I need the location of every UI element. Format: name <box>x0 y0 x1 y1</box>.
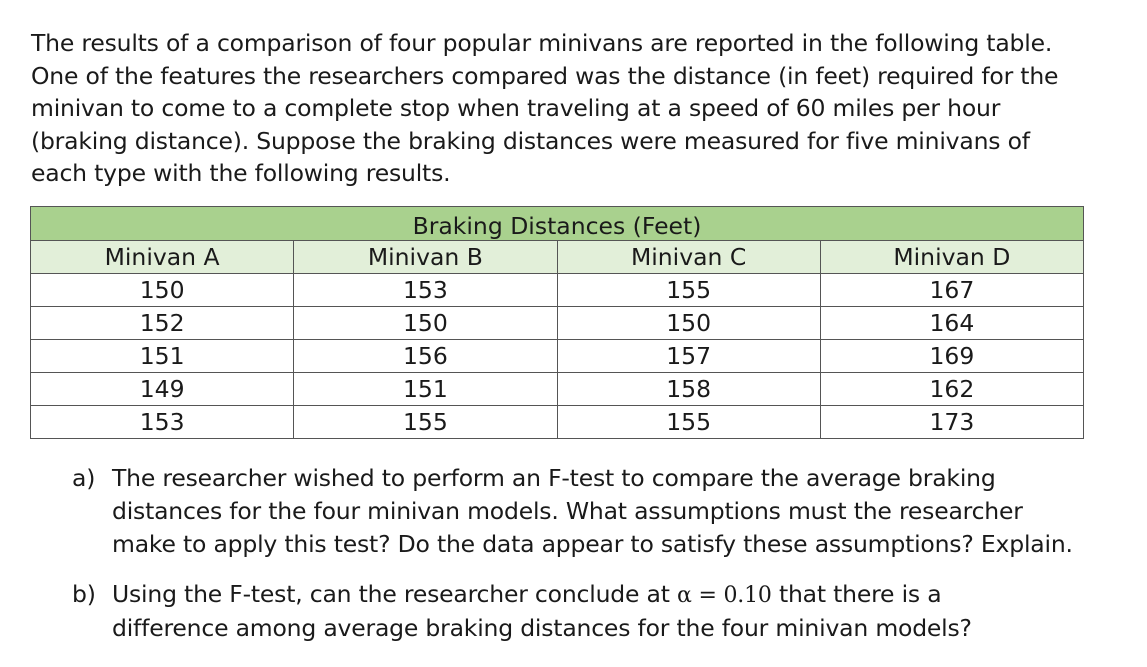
question-label: b) <box>72 580 96 608</box>
table-cell: 150 <box>31 274 294 307</box>
table-cell: 151 <box>294 373 557 406</box>
table-cell: 152 <box>31 307 294 340</box>
column-header: Minivan B <box>294 241 557 274</box>
table-title-text: Braking Distances (Feet) <box>412 211 702 240</box>
table-row <box>31 274 1084 307</box>
table-cell: 162 <box>820 373 1083 406</box>
table-cell: 155 <box>557 274 820 307</box>
table-row <box>31 373 1084 406</box>
table-cell: 157 <box>557 340 820 373</box>
table-cell: 151 <box>31 340 294 373</box>
alpha-expression: α = 0.10 <box>677 583 772 608</box>
question-b <box>72 578 1132 645</box>
question-line <box>112 578 1132 612</box>
table-row <box>31 307 1084 340</box>
question-a <box>72 462 1132 561</box>
question-list <box>72 462 1132 645</box>
question-label: a) <box>72 464 96 492</box>
intro-paragraph <box>31 27 1131 190</box>
column-header: Minivan C <box>557 241 820 274</box>
table-title <box>31 207 1084 241</box>
table-cell: 173 <box>820 406 1083 439</box>
table-cell: 149 <box>31 373 294 406</box>
table-cell: 169 <box>820 340 1083 373</box>
table-header-row <box>31 241 1084 274</box>
question-text: Using the F-test, can the researcher conclude at <box>112 580 677 608</box>
question-line: distances for the four minivan models. What assumptions must the researcher <box>112 497 1023 525</box>
question-line: make to apply this test? Do the data appear to satisfy these assumptions? Explain. <box>112 530 1073 558</box>
intro-line: each type with the following results. <box>31 159 451 187</box>
question-text: that there is a <box>771 580 942 608</box>
intro-line: (braking distance). Suppose the braking distances were measured for five minivans of <box>31 126 1030 155</box>
table-cell: 158 <box>557 373 820 406</box>
braking-distance-table <box>30 206 1084 439</box>
column-header: Minivan D <box>820 241 1083 274</box>
table-cell: 150 <box>557 307 820 340</box>
intro-line: The results of a comparison of four popular minivans are reported in the following table. <box>31 29 1053 57</box>
table-title-row <box>31 207 1084 241</box>
table-row <box>31 340 1084 373</box>
table-cell: 155 <box>557 406 820 439</box>
question-line: difference among average braking distances for the four minivan models? <box>112 614 972 642</box>
intro-line: minivan to come to a complete stop when traveling at a speed of 60 miles per hour <box>31 94 1001 122</box>
column-header: Minivan A <box>31 241 294 274</box>
table-cell: 156 <box>294 340 557 373</box>
intro-line: One of the features the researchers compared was the distance (in feet) required for the <box>31 61 1059 90</box>
table-cell: 167 <box>820 274 1083 307</box>
table-cell: 153 <box>31 406 294 439</box>
table-row <box>31 406 1084 439</box>
table-cell: 164 <box>820 307 1083 340</box>
table-cell: 150 <box>294 307 557 340</box>
table-cell: 155 <box>294 406 557 439</box>
table-cell: 153 <box>294 274 557 307</box>
question-line: The researcher wished to perform an F-test to compare the average braking <box>112 464 996 492</box>
